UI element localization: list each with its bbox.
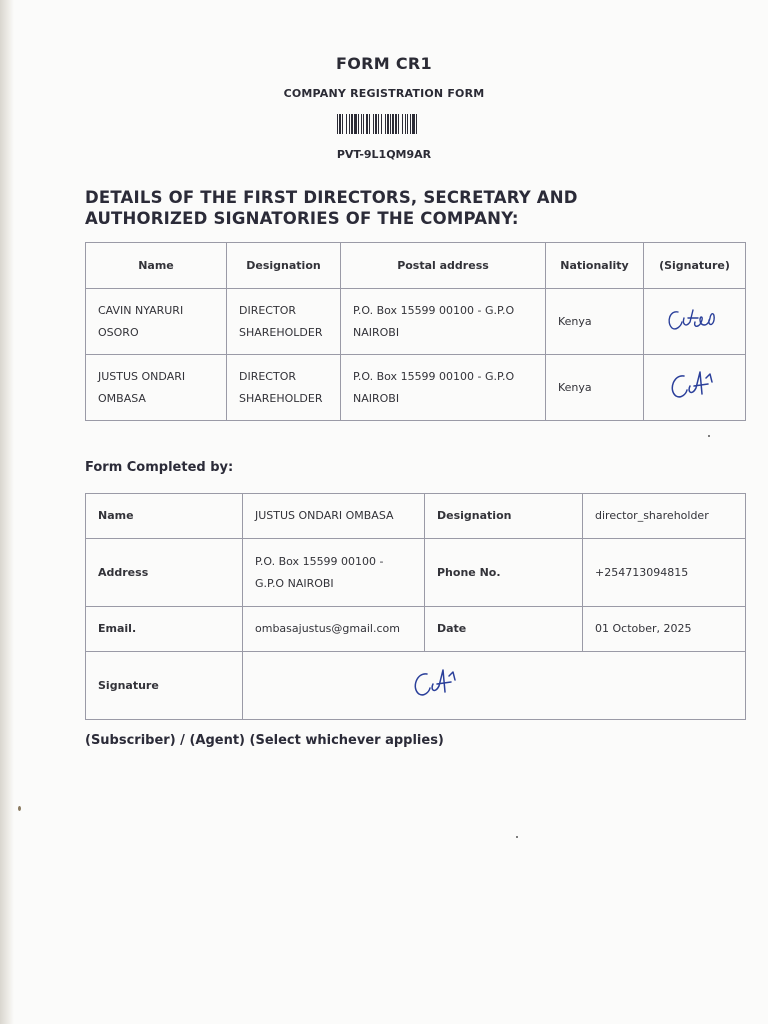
table-row <box>86 652 746 720</box>
director-nationality: Kenya <box>546 355 644 421</box>
barcode-bar <box>378 114 379 134</box>
director-address-line2: NAIROBI <box>353 325 400 339</box>
column-header-nationality: Nationality <box>546 243 644 289</box>
handwritten-signature <box>660 364 730 404</box>
email-value: ombasajustus@gmail.com <box>243 607 425 652</box>
form-code: PVT-9L1QM9AR <box>336 148 432 161</box>
barcode-bar <box>416 114 417 134</box>
scan-speck <box>18 806 21 811</box>
director-name <box>86 355 227 421</box>
barcode-bar <box>354 114 357 134</box>
barcode-bar <box>363 114 364 134</box>
director-name-line1: JUSTUS ONDARI <box>98 369 186 383</box>
name-value: JUSTUS ONDARI OMBASA <box>243 494 425 539</box>
director-postal-address <box>341 355 546 421</box>
date-label: Date <box>425 607 583 652</box>
barcode-bar <box>346 114 347 134</box>
phone-label: Phone No. <box>425 539 583 607</box>
director-designation-line2: SHAREHOLDER <box>239 325 323 339</box>
barcode-bar <box>387 114 389 134</box>
director-designation <box>227 289 341 355</box>
director-address-line1: P.O. Box 15599 00100 - G.P.O <box>353 369 515 383</box>
directors-table-header <box>86 243 746 289</box>
director-address-line1: P.O. Box 15599 00100 - G.P.O <box>353 303 515 317</box>
column-header-signature: (Signature) <box>644 243 746 289</box>
table-row <box>86 355 746 421</box>
director-name-line2: OMBASA <box>98 391 146 405</box>
address-line2: G.P.O NAIROBI <box>255 576 334 590</box>
column-header-postal-address: Postal address <box>341 243 546 289</box>
completed-by-table <box>85 493 746 720</box>
director-address-line2: NAIROBI <box>353 391 400 405</box>
column-header-name: Name <box>86 243 227 289</box>
scan-speck <box>516 836 518 838</box>
barcode-bar <box>381 114 382 134</box>
barcode-bar <box>342 114 343 134</box>
form-subtitle: COMPANY REGISTRATION FORM <box>283 87 485 100</box>
barcode-bar <box>339 114 341 134</box>
barcode-bar <box>405 114 406 134</box>
director-name-line2: OSORO <box>98 325 139 339</box>
barcode-bar <box>392 114 394 134</box>
table-row <box>86 607 746 652</box>
director-signature-cell <box>644 355 746 421</box>
barcode-bar <box>337 114 338 134</box>
address-label: Address <box>86 539 243 607</box>
email-label: Email. <box>86 607 243 652</box>
barcode-bar <box>385 114 386 134</box>
director-nationality: Kenya <box>546 289 644 355</box>
barcode-bar <box>375 114 377 134</box>
scan-speck <box>708 435 710 437</box>
barcode-bar <box>412 114 415 134</box>
barcode-bar <box>366 114 368 134</box>
directors-table <box>85 242 746 421</box>
section-heading-line1: DETAILS OF THE FIRST DIRECTORS, SECRETARY AND <box>85 188 578 207</box>
director-designation-line1: DIRECTOR <box>239 369 297 383</box>
barcode-bar <box>349 114 350 134</box>
barcode-bar <box>358 114 359 134</box>
signature-field <box>243 652 746 720</box>
director-designation-line1: DIRECTOR <box>239 303 297 317</box>
designation-label: Designation <box>425 494 583 539</box>
subscriber-agent-note: (Subscriber) / (Agent) (Select whichever applies) <box>85 733 444 748</box>
table-row <box>86 494 746 539</box>
barcode <box>337 114 493 134</box>
designation-value: director_shareholder <box>583 494 746 539</box>
section-heading <box>85 187 705 229</box>
director-name-line1: CAVIN NYARURI <box>98 303 184 317</box>
director-designation-line2: SHAREHOLDER <box>239 391 323 405</box>
director-name <box>86 289 227 355</box>
phone-value: +254713094815 <box>583 539 746 607</box>
section-heading-line2: AUTHORIZED SIGNATORIES OF THE COMPANY: <box>85 209 519 228</box>
barcode-bar <box>390 114 391 134</box>
date-value: 01 October, 2025 <box>583 607 746 652</box>
barcode-bar <box>369 114 370 134</box>
handwritten-signature <box>399 660 479 704</box>
barcode-bar <box>398 114 399 134</box>
signature-label: Signature <box>86 652 243 720</box>
name-label: Name <box>86 494 243 539</box>
barcode-bar <box>351 114 353 134</box>
table-row <box>86 289 746 355</box>
form-completed-by-label: Form Completed by: <box>85 460 234 475</box>
director-signature-cell <box>644 289 746 355</box>
address-line1: P.O. Box 15599 00100 - <box>255 554 384 568</box>
form-title: FORM CR1 <box>336 54 432 73</box>
director-designation <box>227 355 341 421</box>
handwritten-signature <box>660 298 730 338</box>
address-value <box>243 539 425 607</box>
column-header-designation: Designation <box>227 243 341 289</box>
barcode-bar <box>402 114 403 134</box>
barcode-bar <box>410 114 411 134</box>
barcode-bar <box>361 114 362 134</box>
director-postal-address <box>341 289 546 355</box>
barcode-bar <box>407 114 408 134</box>
table-row <box>86 539 746 607</box>
barcode-bar <box>373 114 374 134</box>
barcode-bar <box>395 114 397 134</box>
